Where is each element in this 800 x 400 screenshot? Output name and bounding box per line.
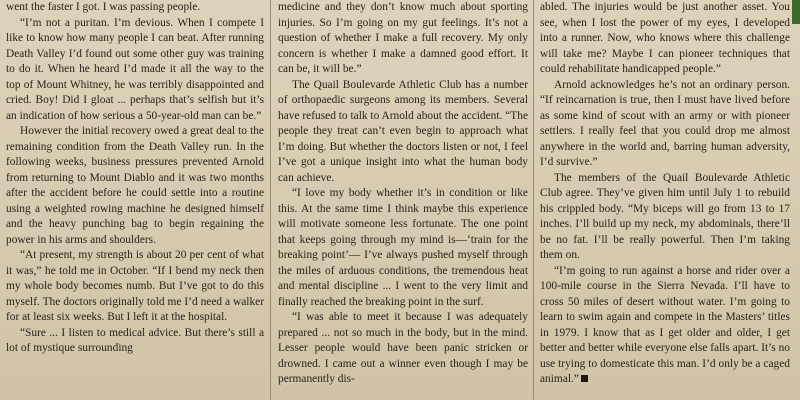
paragraph: “Sure ... I listen to medical advice. But there’s still a lot of mystique surrounding bbox=[6, 326, 264, 354]
paragraph: Arnold acknowledges he’s not an ordinary person. “If reincarnation is true, then I must have lived before as some kind of scout with an army or with pioneer settlers. I really feel that you could drop me almost anywhere in the world and, barring human adversity, I’d survive.” bbox=[540, 78, 790, 168]
paragraph: “I was able to meet it because I was adequately prepared ... not so much in the body, but in the mind. Lesser people would have been panic stricken or drowned. I came out a winner even though I may be permanently dis- bbox=[278, 311, 528, 385]
paragraph: “At present, my strength is about 20 per cent of what it was,” he told me in October. “If I bend my neck then my whole body becomes numb. But I’ve got to do this myself. The doctors originally told me I’d need a walker for at least six weeks. But I left it at the hospital. bbox=[6, 249, 264, 323]
paragraph bbox=[540, 264, 790, 388]
paragraph: The Quail Boulevarde Athletic Club has a number of orthopaedic surgeons among its members. Several have refused to talk to Arnold about the accident. “The people they treat can’t even begin to approach what I’m doing. But whether the doctors listen or not, I feel I’ve got a unique insight into what the human body can achieve. bbox=[278, 78, 528, 184]
paragraph: abled. The injuries would be just another asset. You see, when I lost the power of my eyes, I developed into a runner. Now, who knows where this challenge will take me? Maybe I can pioneer techniques that could rehabilitate handicapped people.” bbox=[540, 1, 790, 75]
paragraph: “I love my body whether it’s in condition or like this. At the same time I think maybe this experience will motivate someone less fortunate. The one point that keeps going through my mind is—‘train for the breaking point’— I’ve always pushed myself through the miles of arduous conditions, the tremendous heat and mental discipline ... I went to the very limit and finally reached the breaking point in the surf. bbox=[278, 187, 528, 308]
text-column-1 bbox=[6, 0, 264, 400]
column-rule bbox=[533, 0, 534, 400]
paragraph-text: “I’m going to run against a horse and rider over a 100-mile course in the Sierra Nevada. I’ll have to cross 50 miles of desert without water. I’m going to learn to swim again and compete in the Masters’ titles in 1979. I know that as I get older and older, I get better and better while everyone else falls apart. It’s no use trying to domesticate this man. I’d only be a caged animal.” bbox=[540, 264, 790, 385]
text-column-2 bbox=[278, 0, 528, 400]
text-column-3 bbox=[540, 0, 790, 400]
paragraph: However the initial recovery owed a great deal to the remaining condition from the Death Valley run. In the following weeks, business pressures prevented Arnold from returning to Mount Diablo and it was two months after the accident before he could settle into a routine using a weighted rowing machine he designed himself and the heavy punching bag to begin regaining the power in his arms and shoulders. bbox=[6, 125, 264, 246]
page-edge-stripe bbox=[792, 0, 800, 24]
paragraph: medicine and they don’t know much about sporting injuries. So I’m going on my gut feelings. It’s not a question of whether I make a full recovery. My only concern is whether I make a damned good effort. It can be, it will be.” bbox=[278, 1, 528, 75]
paragraph: “I’m not a puritan. I’m devious. When I compete I like to know how many people I can beat. After running Death Valley I’d found out some other guy was training to do it. When he heard I’d made it all the way to the top of Mount Whitney, he was terribly disappointed and cried. Boy! Did I gloat ... perhaps that’s selfish but it’s an indication of how serious a 50-year-old man can be.” bbox=[6, 16, 264, 122]
paragraph: The members of the Quail Boulevarde Athletic Club agree. They’ve given him until July 1 to rebuild his crippled body. “My biceps will go from 13 to 17 inches. I’ll build up my neck, my abdominals, there’ll be no fat. I’ll be really powerful. Then I’m taking them on. bbox=[540, 171, 790, 261]
paragraph: went the faster I got. I was passing people. bbox=[6, 1, 201, 13]
end-of-article-mark bbox=[581, 375, 588, 382]
column-rule bbox=[270, 0, 271, 400]
